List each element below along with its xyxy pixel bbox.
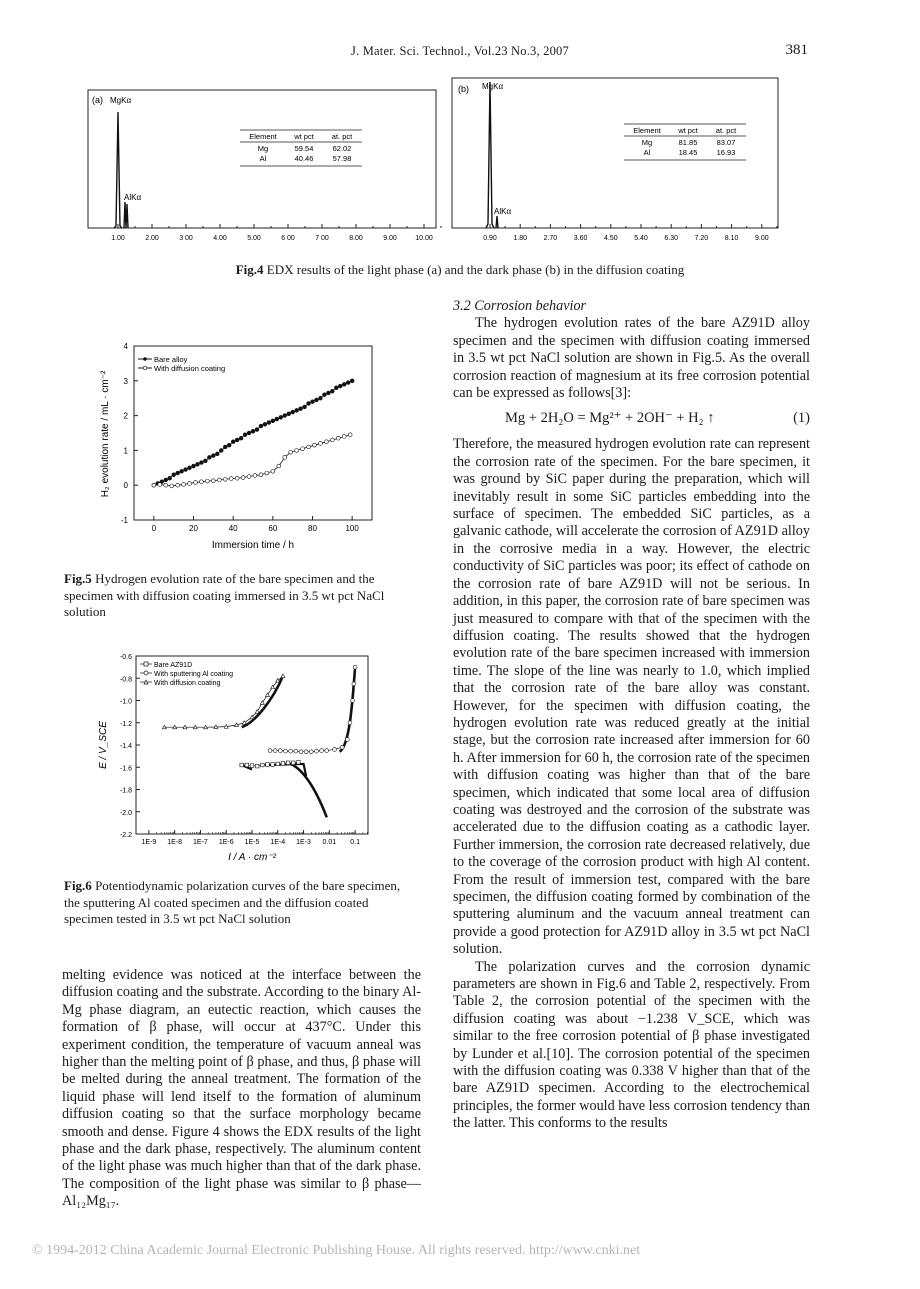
fig4b-table-cell: 16.93 [716, 148, 736, 157]
fig4a-table-cell: 59.54 [294, 144, 314, 153]
fig6-point [297, 760, 301, 764]
fig5-point [223, 445, 227, 449]
fig4b-tick-label: 9.00 [754, 235, 769, 242]
fig6-xtick-label: 1E-4 [270, 839, 286, 846]
fig5-chart [96, 336, 382, 552]
fig6-ytick-label: -1.6 [119, 765, 132, 773]
fig6-xtick-label: 1E-6 [218, 839, 234, 846]
fig6-legend-diffusion: With diffusion coating [154, 680, 221, 687]
paragraph-2: Therefore, the measured hydrogen evolution rate can represent the corrosion rate of the specimen. For the bare specimen, it was ground by SiC paper during the preparation, which will inevitably result in some SiC particles embedding into the surface of specimen. The embedded SiC particles, as a galvanic cathode, will accelerate the corrosion of AZ91D alloy in the corrosive media in a way. However, the electric conductivity of SiC particles was poor; its effect of cathode on the corrosion rate of bare AZ91D will not be serious. In addition, in this paper, the corrosion rate of bare specimen was just measured to compare with that of the specimen with the diffusion coating. The results showed that the hydrogen evolution rate of the bare specimen increased with immersion time. The slope of the line was nearly to 1.0, which implied that the corrosion rate of the bare alloy was constant. However, for the specimen with diffusion coating, the hydrogen evolution rate was reduced greatly at the initial stage, but the corrosion rate increased after immersion for 60 h. After immersion for 60 h, the corrosion rate of the specimen with diffusion coating was higher than that of the bare specimen, which indicated that some local area of diffusion coating was destroyed and the corrosion of the substrate was accelerated due to the diffusion coating as a cathodic layer. Further immersion, the corrosion rate decreased relatively, due to the coverage of the corrosion product with high Al content. From the result of immersion test, compared with the bare specimen, the diffusion coating formed by combination of the sputtering aluminum and the vacuum anneal treatment can provide a good protection for AZ91D alloy in 3.5 wt pct NaCl solution. [453, 436, 810, 958]
fig5-point [168, 476, 172, 480]
fig6-ytick-label: -1.8 [119, 787, 132, 795]
fig6-series-bare [240, 760, 300, 767]
fig5-point [301, 447, 305, 451]
left-column-text [62, 967, 421, 1211]
fig6-point [320, 749, 324, 753]
fig6-point [351, 699, 355, 703]
fig6-ytick-label: -1.0 [119, 698, 132, 706]
fig4a-tick-label: 10.00 [415, 235, 433, 242]
fig6-xtick-label: 0.1 [350, 839, 360, 846]
fig4a-tick-label: 6 00 [281, 235, 295, 242]
left-paragraph: melting evidence was noticed at the interface between the diffusion coating and the substrate. According to the binary Al-Mg phase diagram, an eutectic reaction, which causes the formation of β phase, will occur at 437°C. Under this experiment condition, the temperature of vacuum anneal was higher than the melting point of β phase, and thus, β phase will be melted during the anneal treatment. The formation of the liquid phase will lend itself to the formation of aluminum diffusion coating so that the surface morphology became smooth and dense. Figure 4 shows the EDX results of the light phase and the dark phase, respectively. The aluminum content of the light phase was much higher than that of the dark phase. The composition of the light phase was similar to β phase—Al₁₂Mg₁₇. [62, 967, 421, 1210]
fig5-point [295, 408, 299, 412]
fig5-point [346, 381, 350, 385]
fig5-point [192, 464, 196, 468]
fig5-point [307, 402, 311, 406]
fig5-caption: Fig.5 Hydrogen evolution rate of the bare specimen and the specimen with diffusion coating immersed in 3.5 wt pct NaCl solution [64, 571, 385, 619]
fig6-ytick-label: -0.8 [119, 676, 132, 684]
fig5-point [315, 398, 319, 402]
fig6-point [340, 745, 344, 749]
fig5-point [324, 440, 328, 444]
fig4b-table-cell: 18.45 [678, 148, 698, 157]
fig4a-tick-label: 7 00 [315, 235, 329, 242]
fig5-point [291, 410, 295, 414]
fig5-point [253, 474, 257, 478]
fig4b-spectrum [446, 74, 782, 250]
fig5-point [204, 459, 208, 463]
fig5-xtick-label: 20 [189, 524, 198, 533]
fig5-point [170, 484, 174, 488]
fig4a-tick-label: 8.00 [349, 235, 363, 242]
fig5-point [188, 466, 192, 470]
fig5-point [338, 384, 342, 388]
fig5-point [188, 482, 192, 486]
fig5-point [289, 450, 293, 454]
fig5-point [227, 443, 231, 447]
fig5-point [172, 473, 176, 477]
fig6-point [278, 749, 282, 753]
fig6-bare-cathodic [288, 763, 327, 818]
fig4a-table-header: wt pct [294, 132, 314, 141]
fig4b-tick-label: 0.90 [483, 235, 497, 242]
fig5-point [279, 415, 283, 419]
fig6-xtick-label: 1E-8 [167, 839, 183, 846]
fig5-point [182, 483, 186, 487]
fig5-point [265, 471, 269, 475]
fig5-legend-bare: Bare alloy [154, 355, 188, 364]
fig5-point [247, 431, 251, 435]
fig5-point [267, 421, 271, 425]
fig4b-tick-label: 5.40 [634, 235, 648, 242]
fig5-point [326, 391, 330, 395]
fig4a-tick-label: 9.00 [383, 235, 397, 242]
fig5-point [350, 379, 354, 383]
fig4b-axis-ticks [483, 224, 777, 242]
fig6-ytick-label: -2.0 [119, 809, 132, 817]
fig5-point [336, 436, 340, 440]
fig4a-table [240, 130, 362, 166]
fig5-xlabel: Immersion time / h [211, 540, 295, 551]
fig4b-table [624, 124, 746, 160]
fig5-point [342, 435, 346, 439]
fig4a-tick-label: 1.00 [111, 235, 125, 242]
fig4b-al-label: AlKα [494, 207, 512, 216]
fig4b-table-cell: 83.07 [716, 138, 736, 147]
section-heading: 3.2 Corrosion behavior [453, 298, 587, 314]
fig6-point [276, 762, 280, 766]
fig6-point [240, 763, 244, 767]
fig5-point [263, 422, 267, 426]
fig5-point [307, 445, 311, 449]
fig4a-table-cell: Al [259, 154, 267, 163]
fig6-point [289, 749, 293, 753]
fig5-legend [138, 355, 225, 373]
fig5-series-bare [152, 379, 354, 487]
fig6-point [325, 749, 329, 753]
fig5-point [180, 469, 184, 473]
fig6-legend [140, 662, 233, 687]
fig5-point [243, 433, 247, 437]
fig4b-table-cell: Mg [641, 138, 653, 147]
fig5-point [259, 473, 263, 477]
fig5-point [283, 455, 287, 459]
fig6-point [271, 763, 275, 767]
fig6-point [333, 748, 337, 752]
fig6-point [353, 665, 357, 669]
fig6-ytick-label: -1.4 [119, 743, 132, 750]
fig6-xtick-label: 1E-9 [141, 839, 157, 846]
fig5-point [152, 483, 156, 487]
fig6-point [281, 762, 285, 766]
fig5-point [247, 475, 251, 479]
fig5-point [271, 419, 275, 423]
fig6-point [245, 763, 249, 767]
fig5-point [330, 438, 334, 442]
fig6-point [266, 763, 270, 767]
fig6-point [309, 750, 313, 754]
fig5-ytick-label: 4 [123, 342, 128, 351]
fig6-point [255, 710, 259, 714]
fig6-point [345, 738, 349, 742]
fig4b-tick-label: 8.10 [724, 235, 739, 242]
fig6-xtick-label: 1E-7 [193, 839, 208, 846]
fig6-point [304, 750, 308, 754]
fig6-point [284, 749, 288, 753]
fig4a-table-header: Element [249, 132, 277, 141]
fig4a-tag: (a) [92, 95, 103, 105]
fig5-point [287, 412, 291, 416]
paragraph-1: The hydrogen evolution rates of the bare AZ91D alloy specimen and the specimen with diffusion coating immersed in 3.5 wt pct NaCl solution are shown in Fig.5. As the overall corrosion reaction of magnesium at its free corrosion potential can be expressed as follows[3]: [453, 315, 810, 402]
fig6-point [261, 763, 265, 767]
fig6-ytick-label: -1.2 [119, 720, 132, 728]
fig4a-tick-label: 5.00 [247, 235, 261, 242]
fig4a-table-header: at. pct [331, 132, 353, 141]
fig4b-tick-label: 2.70 [543, 235, 558, 242]
fig5-point [211, 479, 215, 483]
fig6-ylabel: E / V_SCE [98, 721, 109, 769]
fig6-point [286, 761, 290, 765]
fig6-caption: Fig.6 Potentiodynamic polarization curves of the bare specimen, the sputtering Al coated specimen and the diffusion coated specimen tested in 3.5 wt pct NaCl solution [64, 878, 401, 926]
fig4a-peaks [114, 112, 128, 228]
fig5-point [323, 393, 327, 397]
fig5-point [319, 396, 323, 400]
fig5-point [299, 407, 303, 411]
page-number: 381 [785, 42, 808, 58]
paragraph-3: The polarization curves and the corrosion dynamic parameters are shown in Fig.6 and Table 2, respectively. From Table 2, the corrosion potential of the specimen with the diffusion coating was about −1.238 V_SCE, which was similar to the free corrosion potential of β phase investigated by Lunder et al.[10]. The corrosion potential of the specimen with the diffusion coating was 0.338 V higher than that of the bare AZ91D specimen. According to the electrochemical principles, the former would have less corrosion tendency than the latter. This conforms to the results [453, 958, 810, 1132]
fig4a-tick-label: 2.00 [145, 235, 159, 242]
fig6-xtick-label: 0.01 [322, 839, 337, 846]
fig5-point [348, 433, 352, 437]
fig4a-table-cell: 40.46 [294, 154, 314, 163]
fig4b-tick-label: 7.20 [694, 235, 709, 242]
copyright-footer: © 1994-2012 China Academic Journal Electronic Publishing House. All rights reserved. http://www.cnki.net [32, 1243, 641, 1258]
fig5-point [200, 480, 204, 484]
fig5-ytick-label: 2 [123, 411, 128, 421]
fig4b-tick-label: 3.60 [573, 235, 588, 242]
fig5-point [229, 477, 233, 481]
fig6-legend-sputter: With sputtering Al coating [154, 671, 233, 678]
fig4b-tick-label: 6.30 [664, 235, 679, 242]
fig5-ytick-label: 0 [123, 481, 128, 491]
fig5-point [207, 455, 211, 459]
equation-body: Mg + 2H₂O = Mg²⁺ + 2OH⁻ + H₂ ↑ [505, 410, 715, 427]
fig6-point [260, 701, 264, 705]
fig6-point [348, 721, 352, 725]
fig5-point [176, 471, 180, 475]
fig4a-table-cell: 57.98 [332, 154, 352, 163]
fig4a-axis-ticks [111, 224, 441, 242]
fig5-point [283, 414, 287, 418]
fig5-ylabel: H₂ evolution rate / mL · cm⁻² [100, 370, 111, 498]
fig5-point [241, 476, 245, 480]
fig5-point [164, 478, 168, 482]
fig5-point [164, 483, 168, 487]
fig5-point [311, 400, 315, 404]
fig5-point [295, 449, 299, 453]
fig5-point [219, 449, 223, 453]
fig5-point [235, 476, 239, 480]
fig5-point [313, 443, 317, 447]
fig5-point [194, 481, 198, 485]
fig4a-mg-label: MgKα [110, 96, 132, 105]
fig5-xtick-label: 60 [268, 524, 278, 533]
fig5-ytick-label: 1 [123, 446, 128, 456]
fig4b-table-header: at. pct [715, 126, 737, 135]
fig6-point [294, 749, 298, 753]
fig5-xtick-label: 100 [345, 524, 359, 533]
fig4b-table-cell: 81.85 [678, 138, 698, 147]
fig4a-table-cell: Mg [257, 144, 269, 153]
fig6-ytick-label: -0.6 [119, 654, 132, 661]
fig6-point [265, 693, 269, 697]
fig5-point [259, 424, 263, 428]
right-column [453, 298, 810, 1133]
fig5-point [277, 464, 281, 468]
fig5-point [223, 477, 227, 481]
fig5-point [215, 452, 219, 456]
fig5-point [205, 479, 209, 483]
fig6-point [281, 674, 285, 678]
fig4b-tag: (b) [458, 84, 469, 94]
fig5-point [275, 417, 279, 421]
equation-1 [453, 406, 810, 436]
fig5-xtick-label: 40 [228, 524, 238, 533]
fig5-point [158, 483, 162, 487]
fig6-xtick-label: 1E-3 [296, 839, 311, 846]
fig6-legend-bare: Bare AZ91D [154, 662, 193, 669]
fig5-ytick-label: -1 [120, 516, 128, 525]
fig6-point [242, 721, 246, 725]
fig5-point [176, 483, 180, 487]
fig5-point [239, 436, 243, 440]
fig5-point [319, 442, 323, 446]
fig5-point [200, 461, 204, 465]
fig5-point [184, 468, 188, 472]
fig6-chart [92, 648, 382, 870]
fig5-legend-coating: With diffusion coating [154, 364, 226, 373]
fig6-point [315, 749, 319, 753]
fig5-point [271, 469, 275, 473]
fig6-point [352, 682, 356, 686]
fig5-ytick-label: 3 [123, 376, 128, 386]
fig6-point [250, 764, 254, 768]
fig5-xtick-label: 0 [151, 524, 157, 533]
fig5-point [235, 438, 239, 442]
fig5-point [217, 478, 221, 482]
fig5-point [334, 386, 338, 390]
fig6-point [299, 750, 303, 754]
fig4a-spectrum [86, 82, 442, 250]
fig6-point [268, 749, 272, 753]
fig6-point [291, 761, 295, 765]
fig6-xtick-label: 1E-5 [244, 839, 260, 846]
fig4b-tick-label: 1.80 [513, 235, 528, 242]
fig6-xlabel: I / A · cm⁻² [228, 852, 276, 863]
fig6-point [273, 749, 277, 753]
fig4b-table-cell: Al [643, 148, 651, 157]
fig4b-table-header: wt pct [678, 126, 698, 135]
fig5-point [231, 440, 235, 444]
fig5-point [342, 382, 346, 386]
fig5-point [303, 405, 307, 409]
fig5-xtick-label: 80 [308, 524, 317, 533]
fig4b-tick-label: 4.50 [603, 235, 618, 242]
fig6-point [255, 764, 259, 768]
fig5-point [330, 389, 334, 393]
running-header: J. Mater. Sci. Technol., Vol.23 No.3, 2007 [351, 44, 569, 58]
fig6-ytick-label: -2.2 [119, 832, 132, 839]
fig4-caption: Fig.4 EDX results of the light phase (a) and the dark phase (b) in the diffusion coating [235, 262, 685, 277]
fig4a-tick-label: 3 00 [179, 235, 193, 242]
fig5-series-coating [152, 433, 352, 488]
fig6-series-line [270, 667, 355, 752]
fig5-point [251, 429, 255, 433]
fig4a-tick-label: 4.00 [213, 235, 227, 242]
fig4b-table-header: Element [633, 126, 661, 135]
equation-number: (1) [793, 410, 810, 427]
fig5-point [211, 454, 215, 458]
fig5-point [196, 462, 200, 466]
fig4b-mg-label: MgKα [482, 82, 504, 91]
fig4a-table-cell: 62.02 [332, 144, 352, 153]
fig5-point [255, 428, 259, 432]
fig4a-al-label: AlKα [124, 193, 142, 202]
